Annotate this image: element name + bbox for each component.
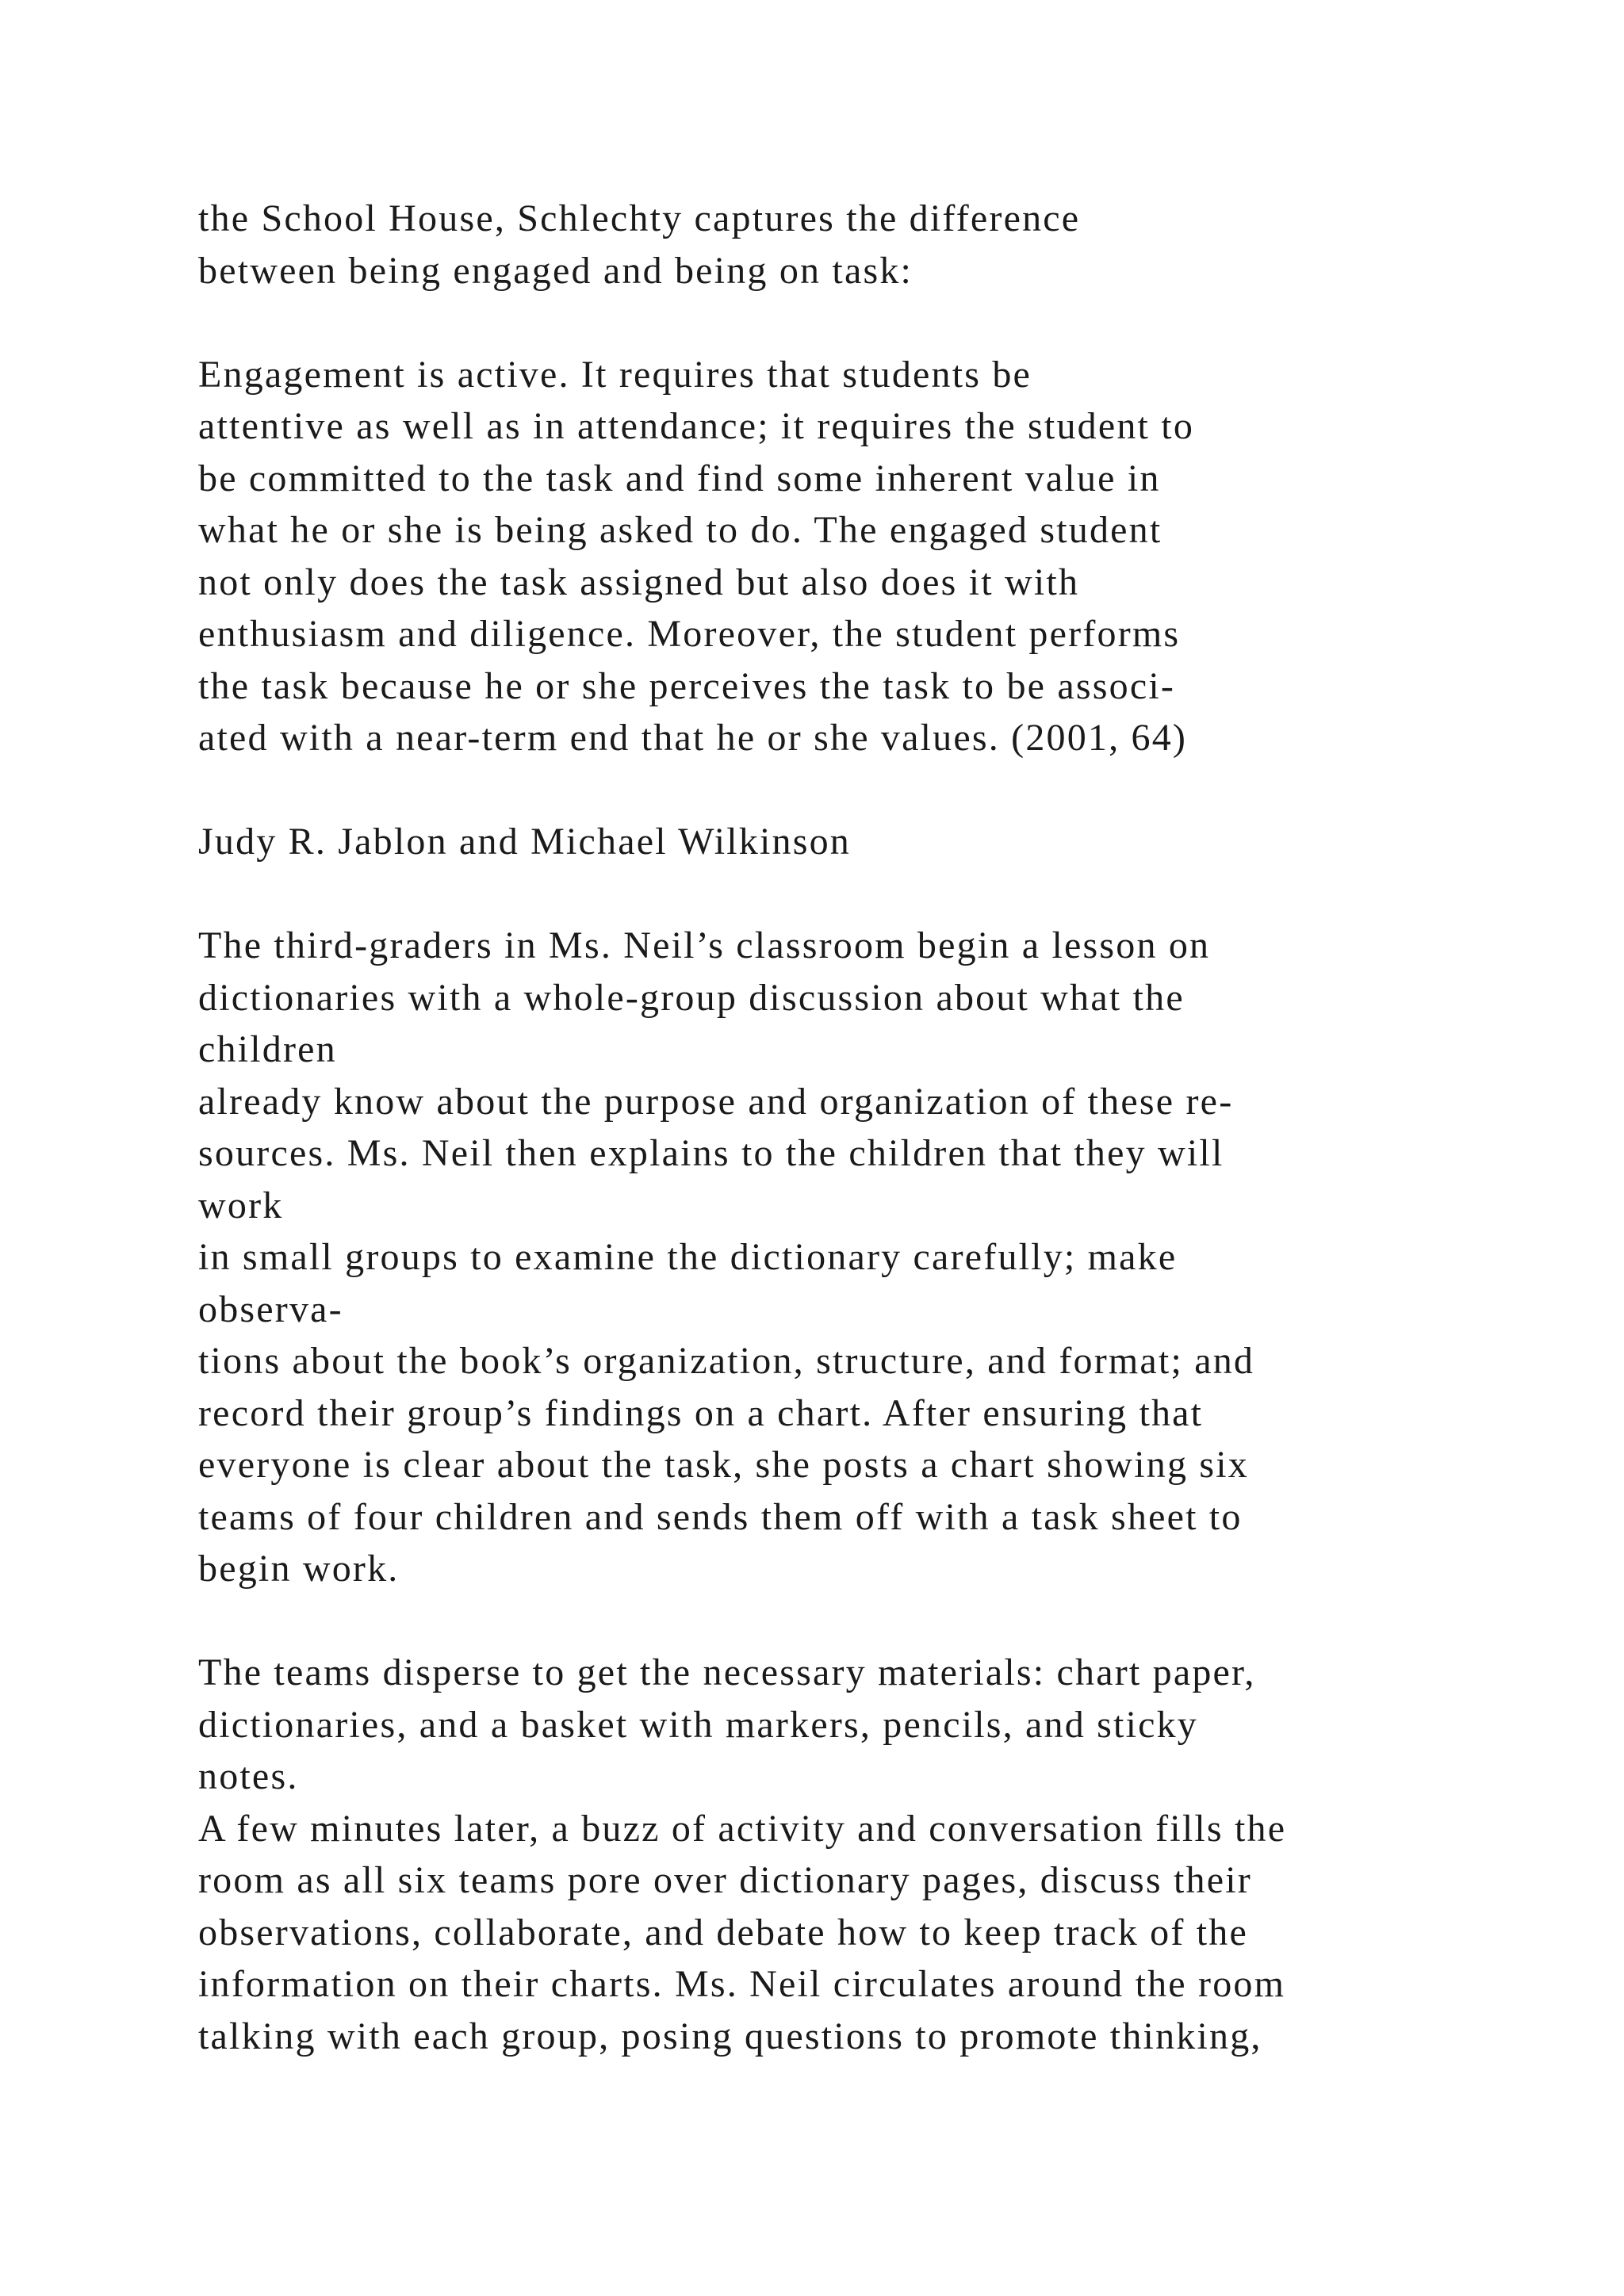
text-line: The third-graders in Ms. Neil’s classroom begin a lesson on <box>198 924 1211 966</box>
text-line: in small groups to examine the dictionary carefully; make <box>198 1236 1178 1278</box>
text-line: everyone is clear about the task, she posts a chart showing six <box>198 1444 1249 1486</box>
text-line: be committed to the task and find some inherent value in <box>198 457 1161 499</box>
text-line: the task because he or she perceives the task to be associ- <box>198 664 1176 707</box>
text-line: between being engaged and being on task: <box>198 249 914 292</box>
text-line: not only does the task assigned but also does it with <box>198 561 1080 603</box>
text-line: A few minutes later, a buzz of activity and conversation fills the <box>198 1807 1287 1850</box>
text-line: tions about the book’s organization, structure, and format; and <box>198 1340 1255 1382</box>
blank-line <box>198 868 1594 920</box>
text-line: room as all six teams pore over dictionary pages, discuss their <box>198 1859 1252 1901</box>
text-line: ated with a near-term end that he or she values. (2001, 64) <box>198 717 1188 759</box>
text-line: observations, collaborate, and debate how to keep track of the <box>198 1911 1248 1954</box>
blank-line <box>198 764 1594 817</box>
blank-line <box>198 297 1594 349</box>
text-line: dictionaries with a whole-group discussion about what the <box>198 976 1185 1019</box>
text-line: Engagement is active. It requires that students be <box>198 353 1032 396</box>
text-line: The teams disperse to get the necessary materials: chart paper, <box>198 1651 1256 1693</box>
text-line: record their group’s findings on a chart. After ensuring that <box>198 1391 1204 1434</box>
text-line: enthusiasm and diligence. Moreover, the student performs <box>198 613 1181 655</box>
text-line: attentive as well as in attendance; it requires the student to <box>198 405 1195 447</box>
text-line: children <box>198 1028 337 1070</box>
text-line: talking with each group, posing questions to promote thinking, <box>198 2015 1262 2057</box>
text-line: teams of four children and sends them off with a task sheet to <box>198 1495 1243 1538</box>
text-line: dictionaries, and a basket with markers, pencils, and sticky <box>198 1703 1199 1746</box>
author-line: Judy R. Jablon and Michael Wilkinson <box>198 821 851 863</box>
text-line: notes. <box>198 1755 299 1797</box>
text-line: already know about the purpose and organization of these re- <box>198 1080 1234 1123</box>
text-line: observa- <box>198 1288 343 1330</box>
body-text <box>198 193 1594 2062</box>
text-line: information on their charts. Ms. Neil circulates around the room <box>198 1963 1286 2005</box>
text-line: work <box>198 1184 284 1226</box>
text-line: the School House, Schlechty captures the difference <box>198 197 1081 239</box>
text-line: begin work. <box>198 1548 400 1590</box>
text-line: sources. Ms. Neil then explains to the children that they will <box>198 1132 1224 1174</box>
blank-line <box>198 1595 1594 1647</box>
text-line: what he or she is being asked to do. The engaged student <box>198 509 1162 551</box>
